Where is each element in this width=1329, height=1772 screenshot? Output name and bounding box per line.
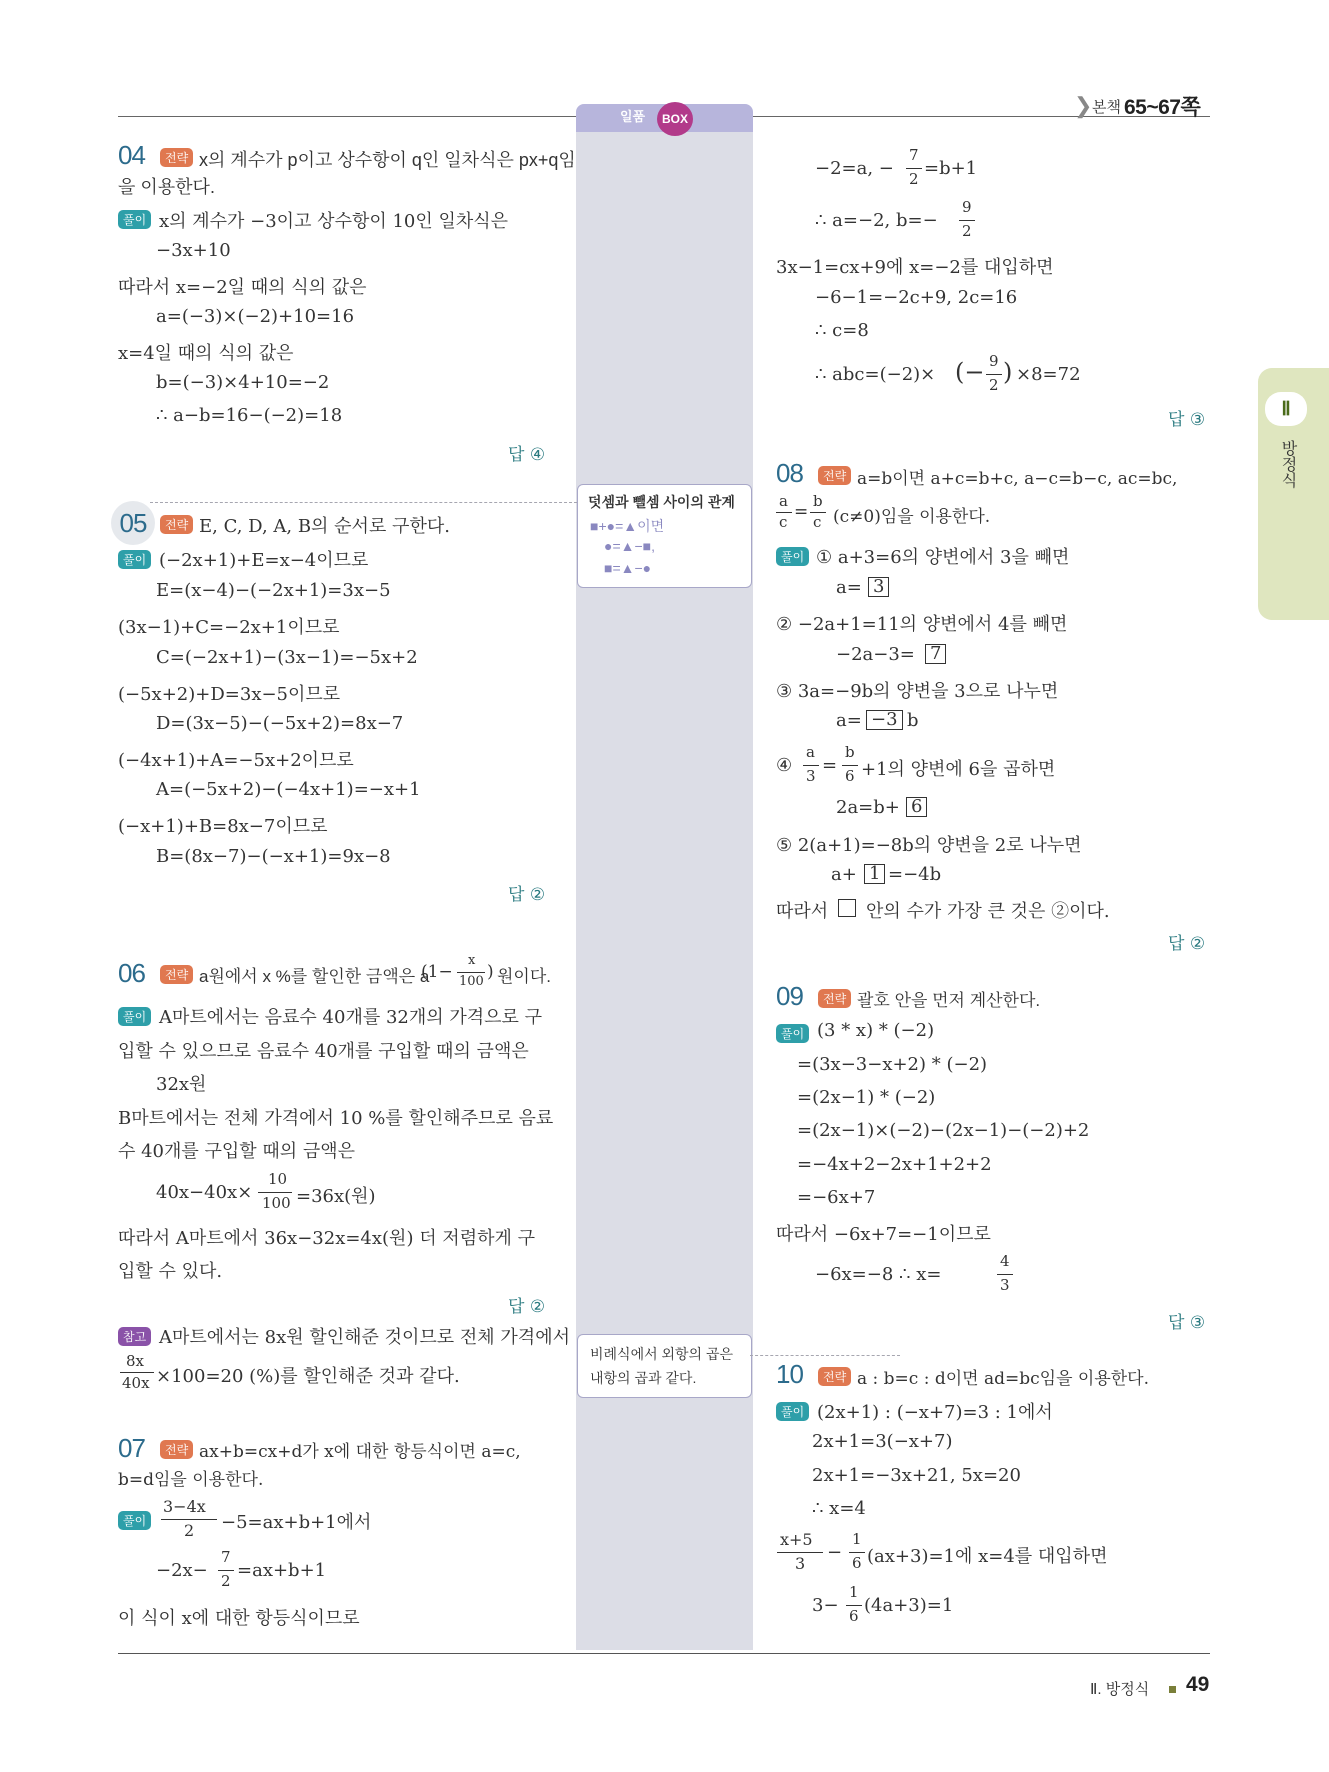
strategy-text: 원이다. <box>497 967 551 986</box>
note-line: ■+●=▲이면 <box>590 518 665 534</box>
center-note-column <box>576 132 753 1650</box>
strategy-text: (c≠0)임을 이용한다. <box>833 507 991 527</box>
fraction-bar <box>849 1552 865 1553</box>
fraction-den: 2 <box>989 376 999 394</box>
strategy-text: ax+b=cx+d가 x에 대한 항등식이면 a=c, <box>199 1442 521 1462</box>
page-number: 49 <box>1186 1673 1210 1696</box>
solution-eq: −2x− <box>156 1560 208 1581</box>
solution-eq: =b+1 <box>924 158 978 179</box>
fraction-num: b <box>813 492 823 510</box>
solution-line: a=(−3)×(−2)+10=16 <box>156 306 355 327</box>
solution-eq: =36x(원) <box>296 1186 376 1207</box>
strategy-text: a=b이면 a+c=b+c, a−c=b−c, ac=bc, <box>857 469 1178 489</box>
solution-eq: a= <box>836 710 862 731</box>
problem-number: 08 <box>776 458 803 488</box>
empty-box-symbol <box>838 899 856 917</box>
boxed-answer: −3 <box>866 710 903 730</box>
fraction-den: 3 <box>806 767 816 785</box>
chapter-label: 방정식 <box>1279 440 1296 488</box>
solution-line: E=(x−4)−(−2x+1)=3x−5 <box>156 580 391 601</box>
fraction-den: c <box>779 513 788 531</box>
fraction-den: 2 <box>184 1521 195 1540</box>
leader-line <box>750 1355 900 1356</box>
solution-line: B=(8x−7)−(−x+1)=9x−8 <box>156 846 391 867</box>
fraction-den: 40x <box>122 1374 150 1392</box>
fraction-num: 4 <box>1000 1252 1010 1270</box>
strategy-text: x의 계수가 p이고 상수항이 q인 일차식은 px+q임 <box>199 150 576 170</box>
fraction-bar <box>846 1605 862 1606</box>
fraction-num: x+5 <box>780 1530 813 1549</box>
fraction-num: x <box>468 953 476 968</box>
fraction-bar <box>803 765 819 766</box>
strategy-paren: ) <box>487 962 494 982</box>
solution-line: 2x+1=3(−x+7) <box>812 1431 953 1452</box>
solution-line: 입할 수 있으므로 음료수 40개를 구입할 때의 금액은 <box>118 1041 529 1062</box>
solution-eq: ∴ abc=(−2)× <box>815 364 936 385</box>
problem-number: 04 <box>118 140 145 170</box>
answer-mark: 답 ③ <box>1168 1313 1206 1333</box>
footer-separator <box>1169 1686 1176 1693</box>
solution-line: −6−1=−2c+9, 2c=16 <box>815 287 1018 308</box>
solution-line: 수 40개를 구입할 때의 금액은 <box>118 1141 356 1162</box>
solution-tag: 풀이 <box>118 210 151 229</box>
fraction-bar <box>906 168 922 169</box>
fraction-den: 2 <box>962 222 972 240</box>
answer-mark: 답 ② <box>508 885 546 905</box>
solution-line: ② −2a+1=11의 양변에서 4를 빼면 <box>776 614 1068 635</box>
note-tag: 참고 <box>118 1327 151 1346</box>
equals-sign: = <box>822 755 838 776</box>
solution-eq: 2a=b+ <box>836 797 900 818</box>
solution-line: (2x+1) : (−x+7)=3 : 1에서 <box>817 1402 1053 1423</box>
solution-line: (3 * x) * (−2) <box>817 1020 935 1041</box>
strategy-tag: 전략 <box>160 148 193 167</box>
fraction-num: 1 <box>849 1583 859 1601</box>
solution-eq: =ax+b+1 <box>237 1560 327 1581</box>
solution-line: 이 식이 x에 대한 항등식이므로 <box>118 1608 360 1629</box>
solution-line: ③ 3a=−9b의 양변을 3으로 나누면 <box>776 681 1059 702</box>
fraction-bar <box>997 1274 1013 1275</box>
strategy-tag: 전략 <box>818 466 851 485</box>
fraction-bar <box>986 374 1002 375</box>
problem-number: 07 <box>118 1433 145 1463</box>
answer-mark: 답 ② <box>508 1297 546 1317</box>
strategy-text: b=d임을 이용한다. <box>118 1470 264 1490</box>
solution-eq: ∴ a=−2, b=− <box>815 210 938 231</box>
fraction-bar <box>842 765 858 766</box>
fraction-den: 100 <box>459 974 484 989</box>
solution-eq: a+ <box>831 864 857 885</box>
solution-line: (−2x+1)+E=x−4이므로 <box>159 550 369 571</box>
fraction-num: 9 <box>989 352 999 370</box>
note-line: ×100=20 (%)를 할인해준 것과 같다. <box>156 1366 460 1387</box>
strategy-tag: 전략 <box>160 515 193 534</box>
solution-line: ∴ a−b=16−(−2)=18 <box>156 405 343 426</box>
fraction-bar <box>777 1552 823 1553</box>
answer-mark: 답 ② <box>1168 934 1206 954</box>
boxed-answer: 6 <box>906 797 927 817</box>
problem-number: 05 <box>111 501 155 545</box>
answer-mark: 답 ④ <box>508 445 546 465</box>
fraction-den: 2 <box>909 170 919 188</box>
solution-line: =(2x−1)×(−2)−(2x−1)−(−2)+2 <box>797 1120 1090 1141</box>
solution-line: 따라서 −6x+7=−1이므로 <box>776 1224 991 1245</box>
note-line: A마트에서는 8x원 할인해준 것이므로 전체 가격에서 <box>159 1327 570 1348</box>
solution-line: (−5x+2)+D=3x−5이므로 <box>118 684 341 705</box>
fraction-bar <box>218 1570 234 1571</box>
fraction-den: 2 <box>221 1572 231 1590</box>
fraction-num: 8x <box>126 1352 145 1370</box>
solution-line: x의 계수가 −3이고 상수항이 10인 일차식은 <box>159 211 509 232</box>
solution-eq: 40x−40x× <box>156 1182 253 1203</box>
fraction-num: a <box>806 743 815 761</box>
solution-eq: (ax+3)=1에 x=4를 대입하면 <box>867 1546 1108 1567</box>
solution-line: ∴ c=8 <box>815 320 869 341</box>
strategy-text: 괄호 안을 먼저 계산한다. <box>857 991 1041 1010</box>
minus-sign: − <box>827 1542 843 1563</box>
solution-eq: −2=a, − <box>815 158 894 179</box>
solution-tag: 풀이 <box>776 1402 809 1421</box>
fraction-den: 100 <box>262 1194 291 1212</box>
solution-line: 32x원 <box>156 1074 207 1095</box>
fraction-num: b <box>845 743 855 761</box>
solution-line: 따라서 x=−2일 때의 식의 값은 <box>118 277 367 298</box>
solution-line: 안의 수가 가장 큰 것은 ②이다. <box>866 901 1110 922</box>
solution-line: ∴ x=4 <box>812 1498 866 1519</box>
solution-line: (−4x+1)+A=−5x+2이므로 <box>118 750 354 771</box>
solution-line: 따라서 <box>776 901 829 922</box>
fraction-num: 7 <box>909 146 919 164</box>
solution-eq: +1의 양변에 6을 곱하면 <box>861 759 1056 780</box>
solution-eq: −6x=−8 ∴ x= <box>815 1264 942 1285</box>
fraction-bar <box>959 220 975 221</box>
solution-line: =(3x−3−x+2) * (−2) <box>797 1054 988 1075</box>
solution-tag: 풀이 <box>776 1024 809 1043</box>
fraction-num: 10 <box>268 1170 288 1188</box>
solution-line: B마트에서는 전체 가격에서 10 %를 할인해주므로 음료 <box>118 1108 554 1129</box>
solution-tag: 풀이 <box>118 1511 151 1530</box>
solution-eq: −5=ax+b+1에서 <box>221 1512 372 1533</box>
solution-eq: −2a−3= <box>836 644 915 665</box>
solution-line: A=(−5x+2)−(−4x+1)=−x+1 <box>156 779 421 800</box>
fraction-num: 9 <box>962 198 972 216</box>
leader-line <box>150 502 577 503</box>
strategy-text: a : b=c : d이면 ad=bc임을 이용한다. <box>857 1369 1149 1389</box>
fraction-num: a <box>779 492 788 510</box>
boxed-answer: 1 <box>864 864 885 884</box>
solution-line: x=4일 때의 식의 값은 <box>118 343 294 364</box>
solution-line: A마트에서는 음료수 40개를 32개의 가격으로 구 <box>159 1007 543 1028</box>
strategy-tag: 전략 <box>160 965 193 984</box>
chapter-numeral: Ⅱ <box>1265 392 1307 426</box>
fraction-den: 6 <box>849 1607 859 1625</box>
strategy-text: 을 이용한다. <box>118 177 215 197</box>
solution-eq: (4a+3)=1 <box>864 1595 954 1616</box>
solution-line: 입할 수 있다. <box>118 1261 223 1282</box>
fraction-num: 3−4x <box>163 1497 206 1516</box>
solution-paren: ) <box>1003 358 1013 386</box>
strategy-tag: 전략 <box>818 989 851 1008</box>
solution-line: 3x−1=cx+9에 x=−2를 대입하면 <box>776 257 1054 278</box>
boxed-answer: 7 <box>925 644 946 664</box>
solution-paren: (− <box>955 358 985 386</box>
solution-eq: 3− <box>812 1595 839 1616</box>
solution-line: =−4x+2−2x+1+2+2 <box>797 1154 992 1175</box>
note-line: ■=▲−● <box>604 560 652 576</box>
fraction-den: 6 <box>852 1554 862 1572</box>
fraction-bar <box>120 1372 154 1373</box>
solution-line: (−x+1)+B=8x−7이므로 <box>118 816 328 837</box>
fraction-num: 7 <box>221 1548 231 1566</box>
note-line: ●=▲−■, <box>604 538 656 554</box>
solution-tag: 풀이 <box>118 550 151 569</box>
fraction-bar <box>457 972 485 973</box>
page-ref-prefix: 본책 <box>1092 99 1121 116</box>
solution-line: 따라서 A마트에서 36x−32x=4x(원) 더 저렴하게 구 <box>118 1228 535 1249</box>
solution-line: b=(−3)×4+10=−2 <box>156 372 330 393</box>
boxed-answer: 3 <box>868 577 889 597</box>
solution-eq: a= <box>836 577 862 598</box>
solution-line: ① a+3=6의 양변에서 3을 빼면 <box>816 547 1070 568</box>
solution-eq: =−4b <box>888 864 942 885</box>
solution-line: D=(3x−5)−(−5x+2)=8x−7 <box>156 713 404 734</box>
note-line: 내항의 곱과 같다. <box>590 1370 697 1386</box>
solution-line: C=(−2x+1)−(3x−1)=−5x+2 <box>156 647 418 668</box>
strategy-tag: 전략 <box>818 1367 851 1386</box>
solution-eq: b <box>907 710 919 731</box>
fraction-den: 3 <box>795 1554 806 1573</box>
fraction-den: c <box>813 513 822 531</box>
problem-number: 09 <box>776 981 803 1011</box>
footer-section: Ⅱ. 방정식 <box>1090 1681 1150 1698</box>
page-ref-range: 65~67쪽 <box>1124 96 1201 119</box>
solution-line: =(2x−1) * (−2) <box>797 1087 936 1108</box>
solution-line: (3x−1)+C=−2x+1이므로 <box>118 617 340 638</box>
answer-mark: 답 ③ <box>1168 410 1206 430</box>
solution-line: ⑤ 2(a+1)=−8b의 양변을 2로 나누면 <box>776 835 1082 856</box>
strategy-text: E, C, D, A, B의 순서로 구한다. <box>199 516 450 537</box>
fraction-bar <box>161 1519 217 1520</box>
note-title: 덧셈과 뺄셈 사이의 관계 <box>588 494 735 510</box>
equals-sign: = <box>794 502 809 522</box>
strategy-paren: (1− <box>421 962 453 982</box>
solution-tag: 풀이 <box>118 1007 151 1026</box>
box-label: 일품 <box>620 109 646 124</box>
fraction-den: 3 <box>1000 1276 1010 1294</box>
problem-number: 10 <box>776 1359 803 1389</box>
note-line: 비례식에서 외항의 곱은 <box>590 1346 734 1362</box>
solution-line: 2x+1=−3x+21, 5x=20 <box>812 1465 1021 1486</box>
solution-tag: 풀이 <box>776 547 809 566</box>
fraction-num: 1 <box>852 1530 862 1548</box>
solution-line: −3x+10 <box>156 240 231 261</box>
chevron-right-icon: ❯ <box>1074 93 1093 118</box>
fraction-den: 6 <box>845 767 855 785</box>
footer-rule <box>118 1653 1210 1654</box>
strategy-text: a원에서 x %를 할인한 금액은 a <box>199 967 430 986</box>
solution-eq: ④ <box>776 755 793 776</box>
solution-eq: ×8=72 <box>1016 364 1081 385</box>
box-badge: BOX <box>657 102 693 136</box>
problem-number: 06 <box>118 958 145 988</box>
strategy-tag: 전략 <box>160 1440 193 1459</box>
fraction-bar <box>258 1192 292 1193</box>
solution-line: =−6x+7 <box>797 1187 876 1208</box>
